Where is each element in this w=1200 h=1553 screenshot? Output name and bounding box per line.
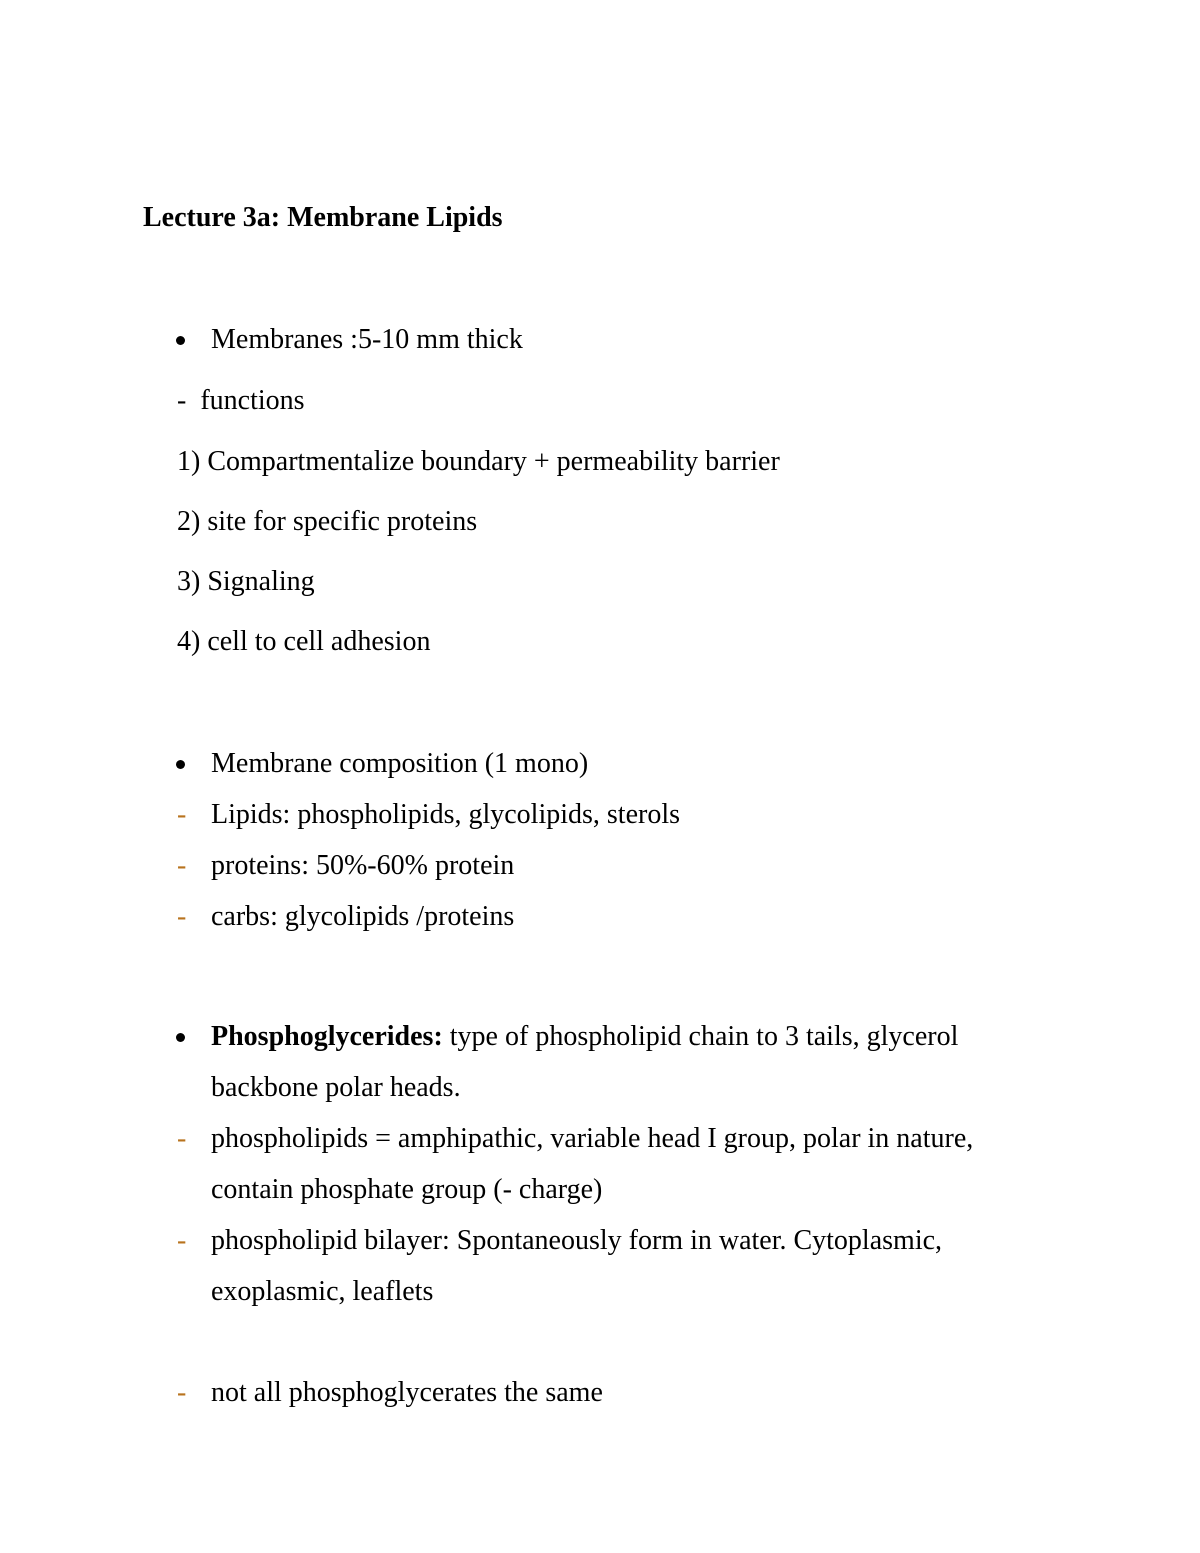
functions-subheading: [177, 383, 305, 419]
bullet-text-composition: Membrane composition (1 mono): [211, 748, 589, 779]
dash-marker: -: [177, 901, 187, 932]
list-item-continuation: exoplasmic, leaflets: [211, 1276, 434, 1307]
list-item-continuation: contain phosphate group (- charge): [211, 1174, 603, 1205]
term-bold: Phosphoglycerides:: [211, 1021, 443, 1052]
numbered-item: 2) site for specific proteins: [177, 506, 478, 537]
bullet-text-phosphoglycerides: [211, 1019, 958, 1055]
bullet-icon: [176, 1033, 185, 1042]
numbered-item: 4) cell to cell adhesion: [177, 626, 431, 657]
list-item: phospholipids = amphipathic, variable head I group, polar in nature,: [211, 1123, 974, 1154]
list-item: not all phosphoglycerates the same: [211, 1377, 603, 1408]
dash-marker: -: [177, 1123, 187, 1154]
bullet-icon: [176, 336, 185, 345]
numbered-item: 1) Compartmentalize boundary + permeability barrier: [177, 446, 780, 477]
dash-marker: -: [177, 850, 187, 881]
bullet-text-membranes: Membranes :5-10 mm thick: [211, 324, 523, 355]
list-item: proteins: 50%-60% protein: [211, 850, 515, 881]
page-title: Lecture 3a: Membrane Lipids: [143, 202, 503, 233]
functions-label: functions: [200, 385, 305, 416]
numbered-item: 3) Signaling: [177, 566, 315, 597]
bullet-text-continuation: backbone polar heads.: [211, 1072, 461, 1103]
dash-marker: -: [177, 1225, 187, 1256]
dash-marker: -: [177, 385, 187, 416]
dash-marker: -: [177, 1377, 187, 1408]
dash-marker: -: [177, 799, 187, 830]
term-definition: type of phospholipid chain to 3 tails, glycerol: [442, 1021, 959, 1052]
list-item: Lipids: phospholipids, glycolipids, sterols: [211, 799, 681, 830]
list-item: carbs: glycolipids /proteins: [211, 901, 515, 932]
list-item: phospholipid bilayer: Spontaneously form in water. Cytoplasmic,: [211, 1225, 943, 1256]
bullet-icon: [176, 760, 185, 769]
